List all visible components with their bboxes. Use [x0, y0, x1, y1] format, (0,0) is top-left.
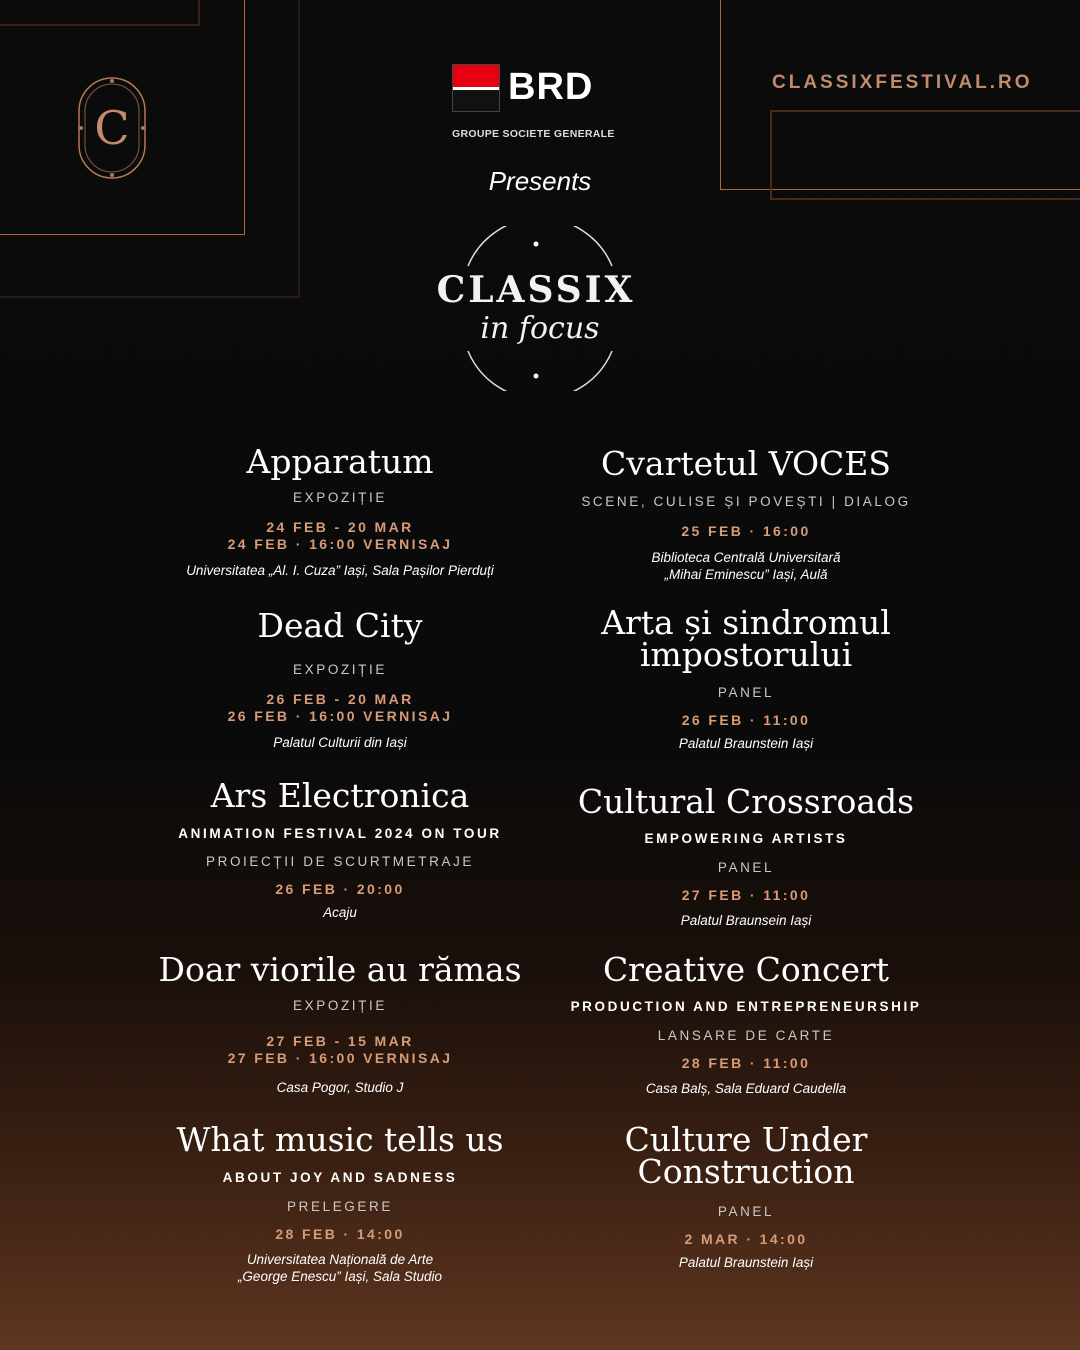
event-what-music	[110, 1120, 570, 1285]
c-logo-letter: C	[94, 101, 130, 155]
event-subtitle: PRODUCTION AND ENTREPRENEURSHIP	[570, 999, 922, 1014]
event-place: Palatul Culturii din Iași	[273, 735, 407, 750]
event-title: Ars Electronica	[210, 776, 470, 815]
event-place: Palatul Braunsein Iași	[680, 913, 812, 928]
event-title: Arta și sindromul impostorului	[601, 603, 891, 674]
event-subtitle: ABOUT JOY AND SADNESS	[222, 1170, 458, 1185]
event-date: 24 FEB - 20 MAR	[266, 519, 414, 535]
event-type: PANEL	[717, 860, 775, 875]
event-place: Casa Balș, Sala Eduard Caudella	[645, 1081, 847, 1096]
event-place: Palatul Braunstein Iași	[678, 736, 814, 751]
event-date: 24 FEB · 16:00 VERNISAJ	[227, 536, 453, 552]
event-type: EXPOZIȚIE	[293, 662, 387, 677]
event-date: 26 FEB · 20:00	[275, 881, 405, 897]
festival-tagline: in focus	[480, 311, 600, 346]
event-date: 27 FEB - 15 MAR	[266, 1033, 414, 1049]
event-type: EXPOZIȚIE	[293, 490, 387, 505]
event-date: 27 FEB · 11:00	[681, 887, 811, 903]
event-apparatum	[110, 442, 570, 579]
decorative-frame-left-mid	[0, 0, 200, 26]
event-type: SCENE, CULISE ȘI POVEȘTI | DIALOG	[581, 494, 911, 509]
event-place-line: „George Enescu” Iași, Sala Studio	[237, 1269, 443, 1284]
event-creative-concert	[516, 950, 976, 1097]
event-place: Universitatea „Al. I. Cuza” Iași, Sala Pașilor Pierduți	[186, 563, 494, 578]
festival-name: CLASSIX	[436, 269, 636, 311]
brd-name: BRD	[508, 66, 594, 108]
event-type: PRELEGERE	[287, 1199, 393, 1214]
event-date: 2 MAR · 14:00	[684, 1231, 808, 1247]
event-place	[110, 1251, 570, 1285]
event-date: 26 FEB - 20 MAR	[266, 691, 414, 707]
event-place: Casa Pogor, Studio J	[276, 1080, 404, 1095]
brd-subtitle: GROUPE SOCIETE GENERALE	[452, 128, 615, 140]
classix-in-focus-logo	[430, 226, 650, 391]
event-date: 26 FEB · 11:00	[681, 712, 811, 728]
event-title: Dead City	[257, 606, 423, 645]
event-place-line: „Mihai Eminescu” Iași, Aulă	[664, 567, 828, 582]
event-arta-sindromul	[516, 603, 976, 752]
event-date: 26 FEB · 16:00 VERNISAJ	[227, 708, 453, 724]
event-type: PANEL	[717, 1204, 775, 1219]
event-date: 28 FEB · 11:00	[681, 1055, 811, 1071]
event-subtitle: EMPOWERING ARTISTS	[644, 831, 848, 846]
event-cvartetul-voces	[516, 444, 976, 583]
event-date: 25 FEB · 16:00	[681, 523, 811, 539]
event-place-line: Universitatea Națională de Arte	[246, 1252, 434, 1267]
event-dead-city	[110, 606, 570, 751]
event-date: 28 FEB · 14:00	[275, 1226, 405, 1242]
event-title: Apparatum	[246, 442, 434, 481]
event-type: PANEL	[717, 685, 775, 700]
event-type: LANSARE DE CARTE	[657, 1028, 835, 1043]
event-title: What music tells us	[176, 1120, 504, 1159]
brd-square-icon	[452, 64, 500, 112]
event-date: 27 FEB · 16:00 VERNISAJ	[227, 1050, 453, 1066]
brd-logo	[452, 64, 632, 144]
event-cultural-crossroads	[516, 782, 976, 929]
festival-url[interactable]: CLASSIXFESTIVAL.RO	[772, 72, 1033, 93]
event-place	[516, 549, 976, 583]
event-type: PROIECȚII DE SCURTMETRAJE	[205, 854, 475, 869]
event-subtitle: ANIMATION FESTIVAL 2024 ON TOUR	[178, 826, 502, 841]
event-place: Palatul Braunstein Iași	[678, 1255, 814, 1270]
event-title: Cvartetul VOCES	[601, 444, 891, 483]
classix-c-emblem-icon	[77, 76, 147, 180]
event-title: Culture Under Construction	[624, 1120, 868, 1191]
presents-label: Presents	[488, 166, 592, 196]
event-title: Creative Concert	[602, 950, 890, 989]
event-place: Acaju	[323, 905, 357, 920]
event-place-line: Biblioteca Centrală Universitară	[651, 550, 841, 565]
event-culture-under-construction	[516, 1120, 976, 1271]
event-doar-viorile	[110, 950, 570, 1096]
event-title: Doar viorile au rămas	[158, 950, 522, 989]
event-title: Cultural Crossroads	[577, 782, 915, 821]
event-type: EXPOZIȚIE	[293, 998, 387, 1013]
event-ars-electronica	[110, 776, 570, 921]
